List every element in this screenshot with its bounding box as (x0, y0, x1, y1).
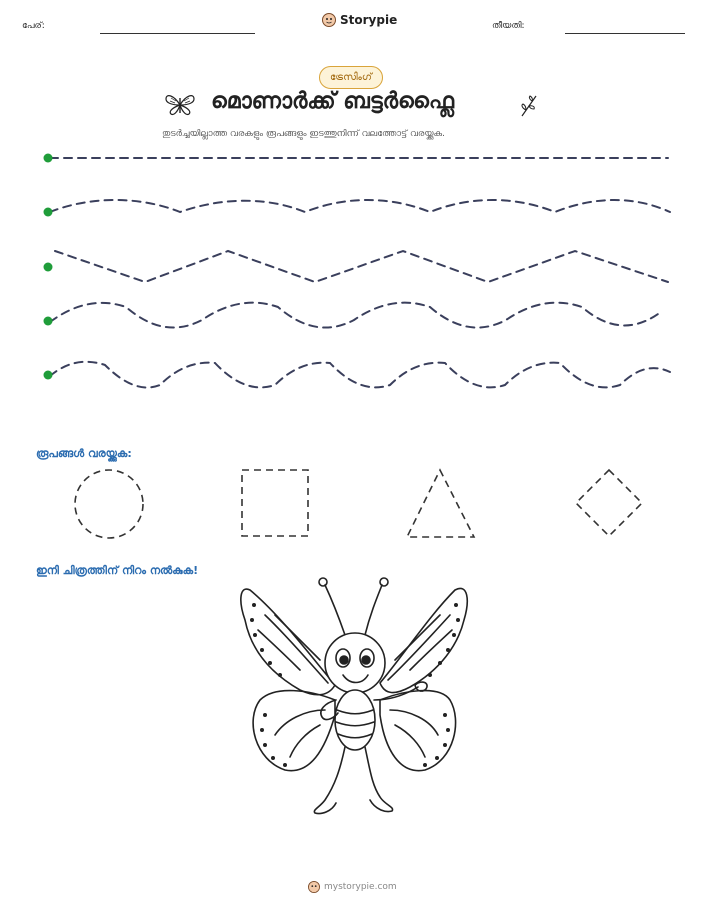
tracing-shape-circle[interactable] (75, 470, 143, 538)
start-dot (44, 154, 53, 163)
tracing-shape-triangle[interactable] (407, 470, 474, 537)
name-label: പേര്: (22, 21, 45, 31)
tracing-shape-square[interactable] (242, 470, 308, 536)
shapes-section-title: രൂപങ്ങൾ വരയ്ക്കുക: (36, 447, 132, 460)
start-dot (44, 371, 53, 380)
start-dot (44, 263, 53, 272)
footer-url[interactable]: mystorypie.com (324, 882, 397, 892)
tracing-badge: ട്രേസിംഗ് (319, 66, 383, 89)
brand-name: Storypie (340, 13, 398, 27)
storypie-logo-icon (308, 881, 320, 893)
start-dot (44, 208, 53, 217)
coloring-section-title: ഇനി ചിത്രത്തിന് നിറം നൽകുക! (36, 564, 199, 577)
tracing-shape-diamond[interactable] (576, 470, 642, 536)
tracing-lines (0, 0, 709, 420)
start-dot (44, 317, 53, 326)
tracing-line-gentle-wave[interactable] (50, 200, 670, 212)
tracing-line-wave[interactable] (50, 303, 658, 328)
tracing-line-deep-wave[interactable] (50, 362, 670, 388)
tracing-line-zigzag[interactable] (55, 251, 668, 282)
instruction-text: തുടർച്ചയില്ലാത്ത വരകളും രൂപങ്ങളും ഇടത്തുനിന്ന് വലത്തോട്ട് വരയ്ക്കുക. (162, 129, 445, 139)
date-label: തീയതി: (492, 21, 525, 31)
footer (308, 881, 397, 893)
page-title: മൊണാർക്ക് ബട്ടർഫ്ലൈ (211, 89, 455, 114)
tracing-shapes (0, 460, 709, 550)
butterfly-coloring-art[interactable] (240, 575, 470, 820)
